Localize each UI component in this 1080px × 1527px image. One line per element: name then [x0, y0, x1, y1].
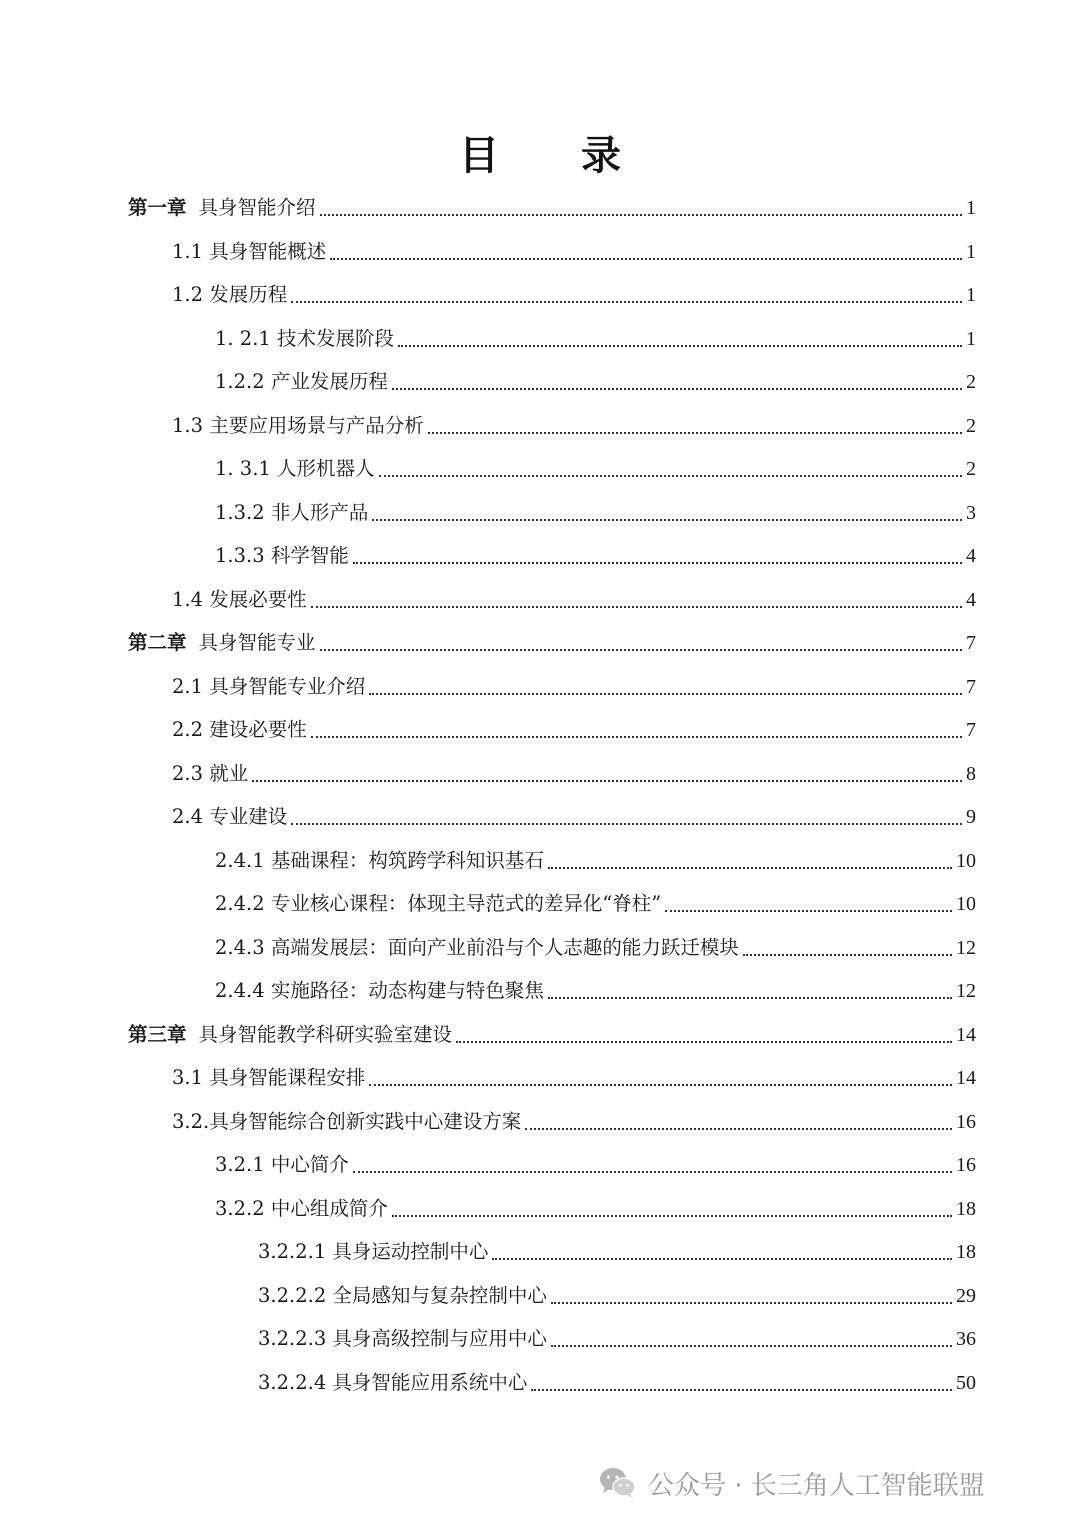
toc-entry[interactable]: [215, 534, 976, 578]
toc-page-number: 8: [966, 762, 976, 785]
dot-leader: [369, 1084, 952, 1086]
toc-entry-text: 3.2.2.1 具身运动控制中心: [258, 1240, 489, 1263]
watermark: [598, 1462, 985, 1504]
dot-leader: [330, 258, 962, 260]
toc-page-number: 16: [956, 1154, 976, 1176]
toc-entry[interactable]: [215, 360, 976, 404]
dot-leader: [398, 345, 962, 347]
toc-entry-text: 1.1 具身智能概述: [172, 239, 327, 263]
toc-entry[interactable]: [258, 1230, 976, 1274]
toc-page-number: 4: [966, 545, 976, 567]
toc-entry[interactable]: [215, 926, 976, 970]
toc-entry[interactable]: [215, 839, 976, 883]
toc-entry-text: 2.2 建设必要性: [172, 718, 307, 741]
toc-entry[interactable]: [215, 491, 976, 535]
toc-entry-text: 具身智能介绍: [198, 196, 316, 219]
toc-entry[interactable]: [172, 1100, 976, 1144]
toc-entry-text: 2.3 就业: [172, 761, 249, 785]
toc-entry[interactable]: [258, 1274, 976, 1318]
toc-page-number: 29: [956, 1284, 976, 1307]
toc-entry-text: 具身智能专业: [198, 631, 316, 654]
dot-leader: [531, 1389, 952, 1391]
toc-entry-text: 2.4.2 专业核心课程：体现主导范式的差异化“脊柱”: [215, 892, 662, 915]
dot-leader: [379, 475, 962, 477]
dot-leader: [428, 432, 962, 434]
toc-page-number: 1: [966, 327, 976, 350]
toc-entry[interactable]: [172, 230, 976, 274]
toc-entry[interactable]: [172, 665, 976, 709]
dot-leader: [665, 910, 952, 912]
dot-leader: [456, 1041, 952, 1043]
toc-page-number: 12: [956, 936, 976, 959]
toc-entry-text: 3.2.1 中心简介: [215, 1153, 349, 1176]
dot-leader: [291, 301, 962, 303]
toc-entry-text: 2.4.3 高端发展层：面向产业前沿与个人志趣的能力跃迁模块: [215, 935, 739, 959]
toc-entry-text: 1.2 发展历程: [172, 283, 288, 306]
toc-page-number: 2: [966, 371, 976, 393]
toc-page-number: 10: [956, 849, 976, 872]
dot-leader: [392, 1215, 952, 1217]
toc-entry-text: 1.2.2 产业发展历程: [215, 370, 388, 393]
toc-entry-text: 3.2.2.3 具身高级控制与应用中心: [258, 1327, 547, 1350]
toc-entry[interactable]: [258, 1361, 976, 1405]
dot-leader: [320, 214, 962, 216]
toc-entry[interactable]: [215, 317, 976, 361]
toc-page-number: 7: [966, 675, 976, 698]
dot-leader: [311, 606, 962, 608]
toc-page-number: 50: [956, 1371, 976, 1394]
toc-entry-chapter-2[interactable]: [128, 621, 976, 665]
toc-entry-text: 2.4.1 基础课程：构筑跨学科知识基石: [215, 848, 544, 872]
watermark-text: 公众号 · 长三角人工智能联盟: [648, 1470, 985, 1501]
toc-page-number: 18: [956, 1241, 976, 1263]
dot-leader: [353, 1171, 952, 1173]
toc-page-number: 2: [966, 414, 976, 437]
dot-leader: [392, 388, 962, 390]
toc-page-number: 18: [956, 1197, 976, 1220]
toc-page-number: 1: [966, 197, 976, 219]
dot-leader: [551, 1345, 952, 1347]
toc-page-number: 9: [966, 806, 976, 828]
toc-entry[interactable]: [172, 404, 976, 448]
toc-entry-text: 2.1 具身智能专业介绍: [172, 674, 366, 698]
toc-entry-text: 3.2.2 中心组成简介: [215, 1196, 388, 1220]
toc-entry[interactable]: [215, 969, 976, 1013]
dot-leader: [291, 823, 962, 825]
toc-page-number: 4: [966, 588, 976, 611]
wechat-icon: [598, 1466, 638, 1500]
toc-page-number: 14: [956, 1067, 976, 1089]
toc-entry[interactable]: [215, 1187, 976, 1231]
toc-page-number: 7: [966, 719, 976, 741]
page-title: 目 录: [459, 133, 655, 179]
toc-entry[interactable]: [258, 1317, 976, 1361]
toc-entry[interactable]: [172, 1056, 976, 1100]
dot-leader: [311, 736, 962, 738]
dot-leader: [548, 997, 952, 999]
toc-entry-text: 3.2.2.2 全局感知与复杂控制中心: [258, 1283, 547, 1307]
toc-entry[interactable]: [172, 708, 976, 752]
toc-page-number: 7: [966, 632, 976, 654]
toc-entry[interactable]: [172, 578, 976, 622]
toc-page-number: 10: [956, 893, 976, 915]
toc-entry-text: 1.3.3 科学智能: [215, 544, 349, 567]
dot-leader: [525, 1128, 952, 1130]
dot-leader: [369, 693, 962, 695]
toc-entry-text: 2.4 专业建设: [172, 805, 288, 828]
toc-entry-text: 3.2.2.4 具身智能应用系统中心: [258, 1370, 528, 1394]
dot-leader: [353, 562, 962, 564]
toc-entry-chapter-3[interactable]: [128, 1013, 976, 1057]
toc-entry-text: 1.4 发展必要性: [172, 587, 307, 611]
dot-leader: [548, 867, 952, 869]
toc-entry[interactable]: [215, 1143, 976, 1187]
toc-chapter-label: 第二章: [128, 631, 187, 654]
dot-leader: [252, 780, 962, 782]
toc-chapter-label: 第一章: [128, 196, 187, 219]
toc-entry[interactable]: [215, 447, 976, 491]
dot-leader: [320, 649, 962, 651]
dot-leader: [372, 519, 962, 521]
toc-entry[interactable]: [172, 795, 976, 839]
toc-entry-text: 3.1 具身智能课程安排: [172, 1066, 366, 1089]
toc-entry-text: 1. 2.1 技术发展阶段: [215, 326, 395, 350]
toc-entry-chapter-1[interactable]: [128, 186, 976, 230]
toc-entry-text: 1. 3.1 人形机器人: [215, 457, 375, 480]
toc-entry-text: 具身智能教学科研实验室建设: [198, 1022, 453, 1046]
toc-page-number: 2: [966, 458, 976, 480]
toc-page-number: 16: [956, 1110, 976, 1133]
toc-page-number: 12: [956, 980, 976, 1002]
toc-entry-text: 1.3.2 非人形产品: [215, 500, 369, 524]
toc-page-number: 36: [956, 1328, 976, 1350]
toc-page-number: 3: [966, 501, 976, 524]
toc-entry-text: 3.2.具身智能综合创新实践中心建设方案: [172, 1109, 522, 1133]
dot-leader: [492, 1258, 952, 1260]
toc-page-number: 1: [966, 284, 976, 306]
toc-page-number: 1: [966, 240, 976, 263]
toc-entry[interactable]: [172, 273, 976, 317]
toc-entry[interactable]: [172, 752, 976, 796]
toc-entry-text: 1.3 主要应用场景与产品分析: [172, 413, 424, 437]
toc-page-number: 14: [956, 1023, 976, 1046]
dot-leader: [551, 1302, 952, 1304]
dot-leader: [743, 954, 952, 956]
toc-entry[interactable]: [215, 882, 976, 926]
toc-entry-text: 2.4.4 实施路径：动态构建与特色聚焦: [215, 979, 544, 1002]
toc-chapter-label: 第三章: [128, 1022, 187, 1046]
